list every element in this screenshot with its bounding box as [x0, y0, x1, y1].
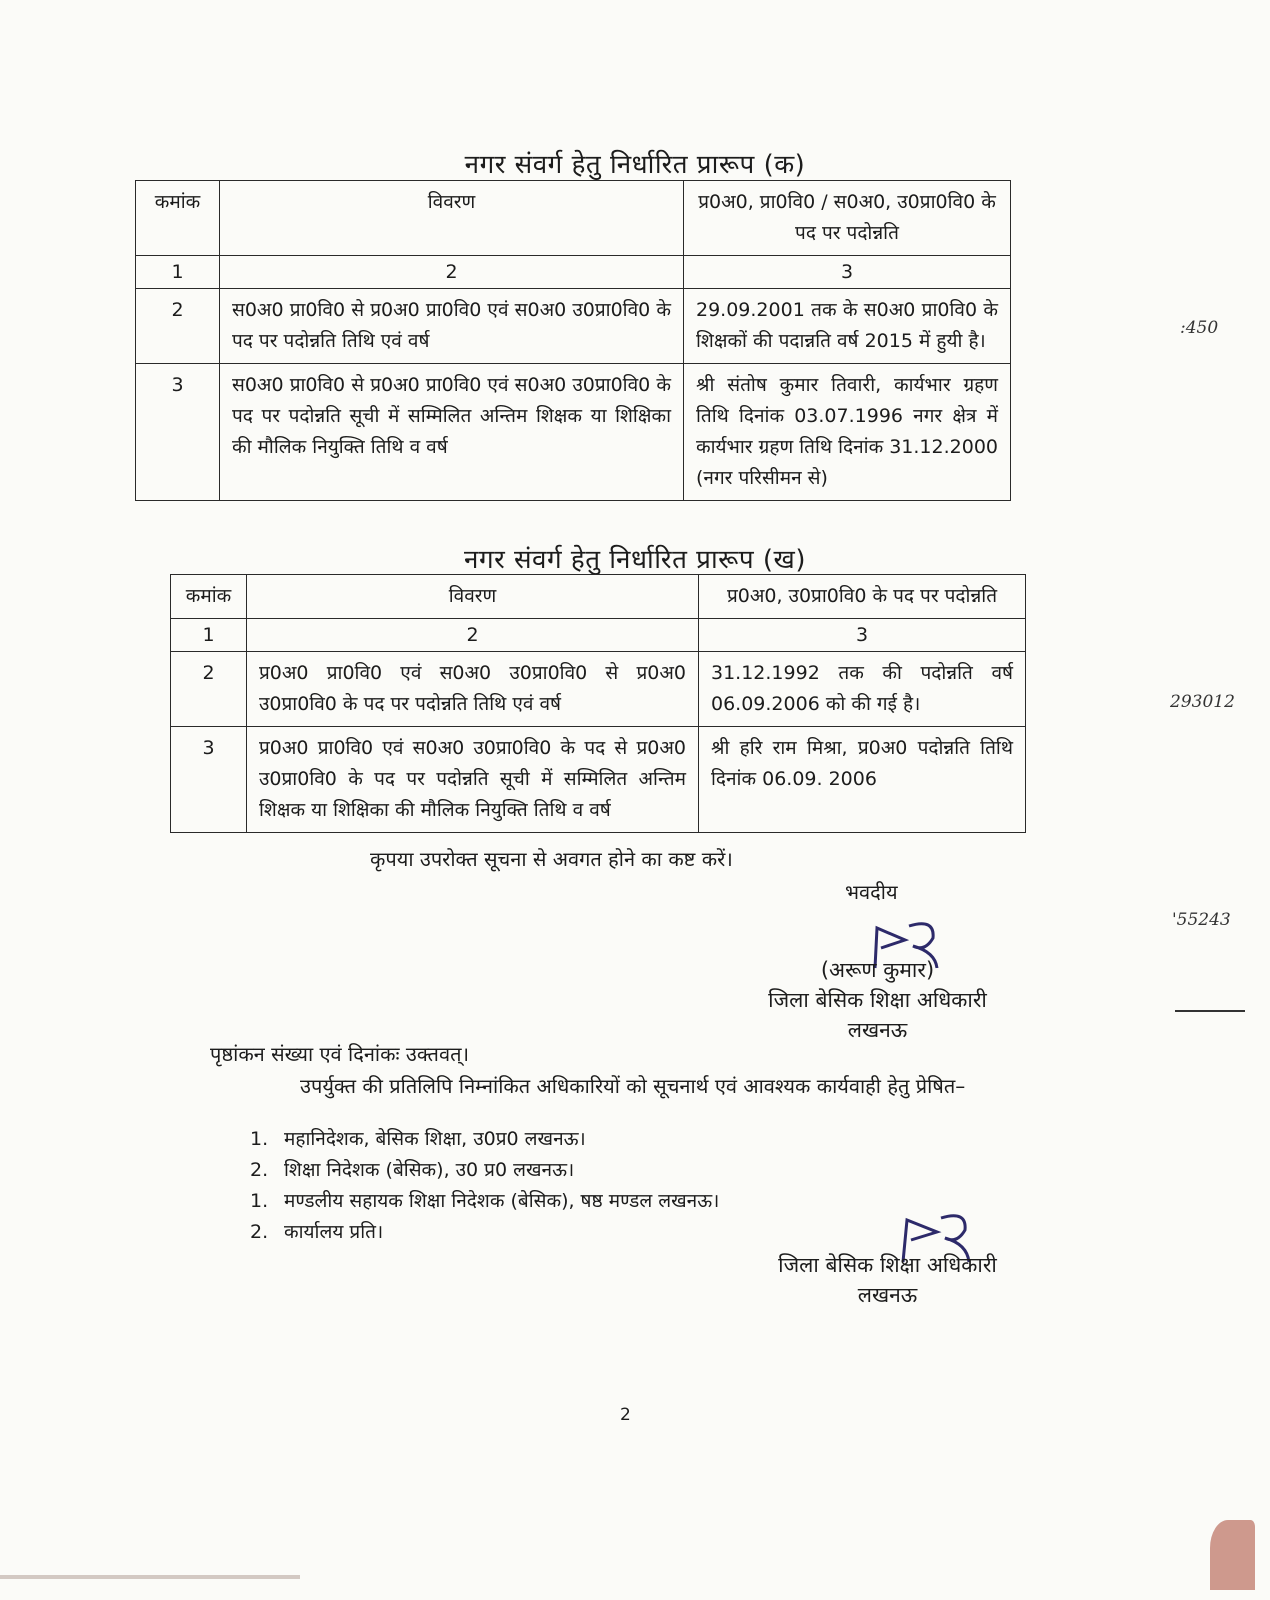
header-promotion: प्र0अ0, उ0प्रा0वि0 के पद पर पदोन्नति	[699, 575, 1026, 619]
table-index-row	[136, 256, 1011, 289]
page-number: 2	[620, 1405, 631, 1425]
row-value: 29.09.2001 तक के स0अ0 प्रा0वि0 के शिक्षकों की पदान्नति वर्ष 2015 में हुयी है।	[684, 289, 1011, 364]
row-description: प्र0अ0 प्रा0वि0 एवं स0अ0 उ0प्रा0वि0 से प्र0अ0 उ0प्रा0वि0 के पद पर पदोन्नति तिथि एवं वर्ष	[247, 652, 699, 727]
table-index-row	[171, 619, 1026, 652]
row-number: 3	[171, 727, 247, 833]
form-kh-heading: नगर संवर्ग हेतु निर्धारित प्रारूप (ख)	[464, 545, 806, 575]
signatory-block	[735, 955, 1020, 1045]
signatory-place: लखनऊ	[857, 1283, 918, 1307]
signatory2-block	[745, 1250, 1030, 1310]
index-cell: 3	[699, 619, 1026, 652]
form-k-table	[135, 180, 1011, 501]
index-cell: 2	[220, 256, 684, 289]
table-row	[171, 652, 1026, 727]
header-details: विवरण	[220, 181, 684, 256]
margin-note: 293012	[1170, 692, 1235, 712]
margin-note: '55243	[1172, 910, 1231, 930]
index-cell: 1	[136, 256, 220, 289]
table-row	[171, 727, 1026, 833]
scan-mark	[1210, 1520, 1255, 1590]
form-k-heading: नगर संवर्ग हेतु निर्धारित प्रारूप (क)	[464, 150, 806, 180]
endorsement-intro: उपर्युक्त की प्रतिलिपि निम्नांकित अधिकारियों को सूचनार्थ एवं आवश्यक कार्यवाही हेतु प्रेषित–	[300, 1074, 966, 1098]
request-line: कृपया उपरोक्त सूचना से अवगत होने का कष्ट करें।	[370, 847, 733, 871]
scan-mark	[0, 1575, 300, 1579]
row-value: श्री संतोष कुमार तिवारी, कार्यभार ग्रहण तिथि दिनांक 03.07.1996 नगर क्षेत्र में कार्यभार ग्रहण तिथि दिनांक 31.12.2000 (नगर परिसीमन से)	[684, 364, 1011, 501]
recipient-list	[250, 1124, 719, 1248]
list-item: 2. कार्यालय प्रति।	[250, 1221, 384, 1243]
row-value: श्री हरि राम मिश्रा, प्र0अ0 पदोन्नति तिथि दिनांक 06.09. 2006	[699, 727, 1026, 833]
list-item: 1. मण्डलीय सहायक शिक्षा निदेशक (बेसिक), षष्ठ मण्डल लखनऊ।	[250, 1190, 720, 1212]
signatory-designation: जिला बेसिक शिक्षा अधिकारी	[768, 988, 987, 1012]
signatory-name: (अरूण कुमार)	[820, 958, 935, 982]
table-row	[136, 364, 1011, 501]
row-number: 3	[136, 364, 220, 501]
row-description: स0अ0 प्रा0वि0 से प्र0अ0 प्रा0वि0 एवं स0अ0 उ0प्रा0वि0 के पद पर पदोन्नति तिथि एवं वर्ष	[220, 289, 684, 364]
table-header-row	[171, 575, 1026, 619]
header-details: विवरण	[247, 575, 699, 619]
row-number: 2	[171, 652, 247, 727]
margin-note: :450	[1180, 318, 1219, 338]
header-serial: कमांक	[171, 575, 247, 619]
index-cell: 2	[247, 619, 699, 652]
list-item: 1. महानिदेशक, बेसिक शिक्षा, उ0प्र0 लखनऊ।	[250, 1128, 586, 1150]
endorsement-reference: पृष्ठांकन संख्या एवं दिनांकः उक्तवत्।	[210, 1042, 470, 1066]
row-value: 31.12.1992 तक की पदोन्नति वर्ष 06.09.2006 को की गई है।	[699, 652, 1026, 727]
form-kh-table	[170, 574, 1026, 833]
header-serial: कमांक	[136, 181, 220, 256]
row-number: 2	[136, 289, 220, 364]
closing-salutation: भवदीय	[845, 880, 898, 904]
table-header-row	[136, 181, 1011, 256]
signatory-designation: जिला बेसिक शिक्षा अधिकारी	[778, 1253, 997, 1277]
index-cell: 3	[684, 256, 1011, 289]
list-item: 2. शिक्षा निदेशक (बेसिक), उ0 प्र0 लखनऊ।	[250, 1159, 575, 1181]
row-description: प्र0अ0 प्रा0वि0 एवं स0अ0 उ0प्रा0वि0 के पद से प्र0अ0 उ0प्रा0वि0 के पद पर पदोन्नति सूची में सम्मिलित अन्तिम शिक्षक या शिक्षिका की मौलिक नियुक्ति तिथि व वर्ष	[247, 727, 699, 833]
margin-rule	[1175, 1010, 1245, 1012]
header-promotion: प्र0अ0, प्रा0वि0 / स0अ0, उ0प्रा0वि0 के पद पर पदोन्नति	[684, 181, 1011, 256]
signatory-place: लखनऊ	[847, 1018, 908, 1042]
table-row	[136, 289, 1011, 364]
row-description: स0अ0 प्रा0वि0 से प्र0अ0 प्रा0वि0 एवं स0अ0 उ0प्रा0वि0 के पद पर पदोन्नति सूची में सम्मिलित अन्तिम शिक्षक या शिक्षिका की मौलिक नियुक्ति तिथि व वर्ष	[220, 364, 684, 501]
index-cell: 1	[171, 619, 247, 652]
